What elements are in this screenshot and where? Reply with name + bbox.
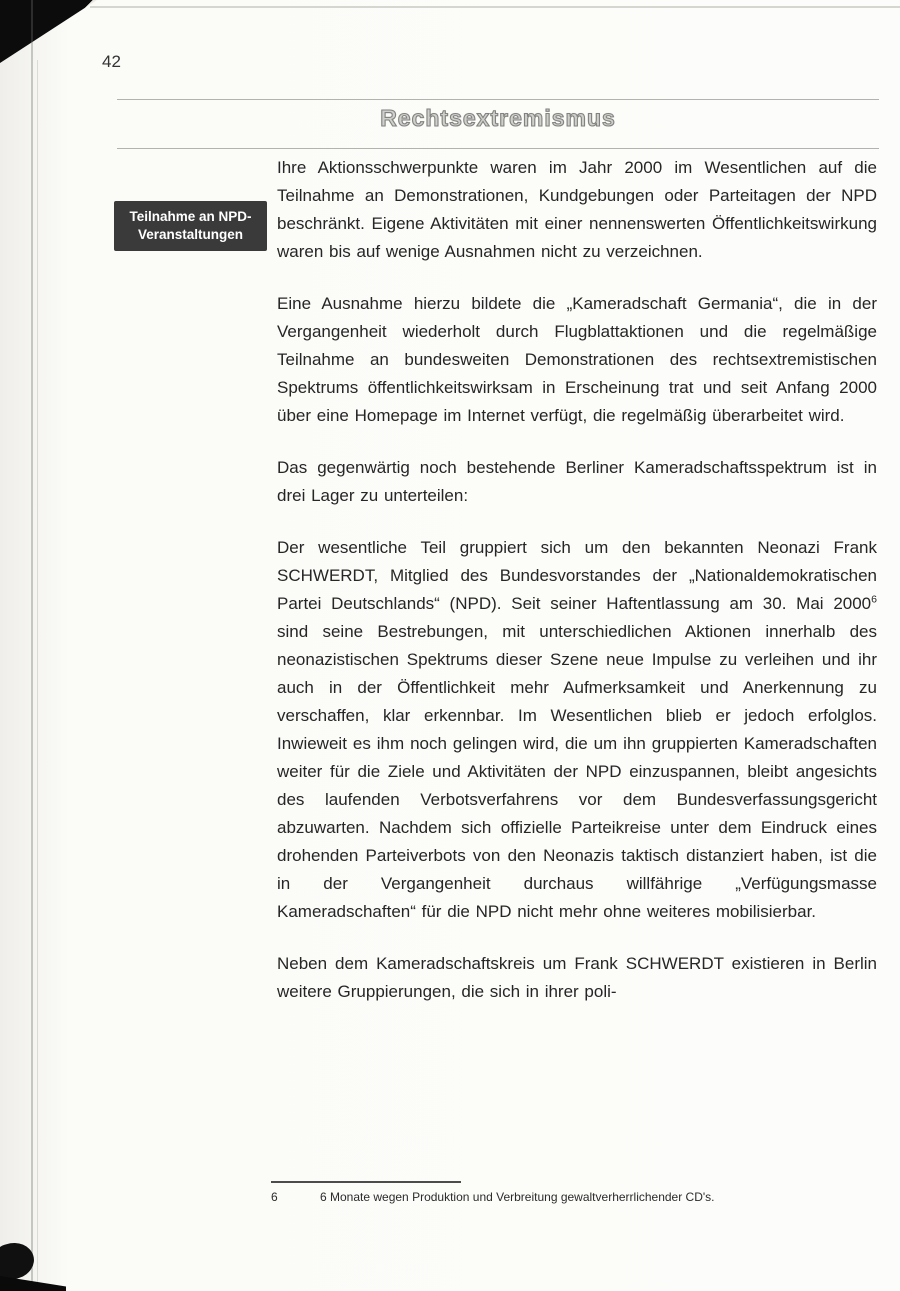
paragraph-weitere-gruppierungen: Neben dem Kameradschaftskreis um Frank SCHWERDT existieren in Berlin weitere Gruppierungen, die sich in ihrer poli- xyxy=(277,954,877,1001)
paragraph-frank-schwerdt xyxy=(277,534,877,926)
page-number: 42 xyxy=(102,52,121,71)
paragraph-kameradschaftsspektrum: Das gegenwärtig noch bestehende Berliner Kameradschaftsspektrum ist in drei Lager zu unterteilen: xyxy=(277,458,877,505)
margin-label-line2: Veranstaltungen xyxy=(137,227,244,242)
scan-artifact-left-line-2 xyxy=(37,60,38,1291)
footnote-rule xyxy=(271,1181,461,1183)
paragraph-aktionsschwerpunkte: Ihre Aktionsschwerpunkte waren im Jahr 2000 im Wesentlichen auf die Teilnahme an Demonstrationen, Kundgebungen oder Parteitagen der NPD beschränkt. Eigene Aktivitäten mit einer nennenswerten Öffentlichkeitswirkung waren bis auf wenige Ausnahmen nicht zu verzeichnen. xyxy=(277,158,877,261)
footnote xyxy=(271,1190,851,1205)
scan-artifact-top-edge xyxy=(90,6,900,8)
body-text-column xyxy=(277,154,877,1006)
header-rule-top xyxy=(117,99,879,100)
margin-label-npd-veranstaltungen xyxy=(114,201,267,251)
paragraph-text-part1: Der wesentliche Teil gruppiert sich um den bekannten Neonazi Frank SCHWERDT, Mitglied des Bundesvorstandes der „Nationaldemokratischen Partei Deutschlands“ (NPD). Seit seiner Haftentlassung am 30. Mai 2000 xyxy=(277,538,877,613)
paragraph-text-part2: sind seine Bestrebungen, mit unterschiedlichen Aktionen innerhalb des neonazistischen Spektrums dieser Szene neue Impulse zu verleihen und ihr auch in der Öffentlichkeit mehr Aufmerksamkeit und Anerkennung zu verschaffen, klar erkennbar. Im Wesentlichen blieb er jedoch erfolglos. Inwieweit es ihm noch gelingen wird, die um ihn gruppierten Kameradschaften weiter für die Ziele und Aktivitäten der NPD einzuspannen, bleibt angesichts des laufenden Verbotsverfahrens vor dem Bundesverfassungsgericht abzuwarten. Nachdem sich offizielle Parteikreise unter dem Eindruck eines drohenden Parteiverbots von den Neonazis taktisch distanziert haben, ist die in der Vergangenheit durchaus willfährige „Verfügungsmasse Kameradschaften“ für die NPD nicht mehr ohne weiteres mobilisierbar. xyxy=(277,622,877,921)
footnote-reference: 6 xyxy=(871,593,877,606)
scan-artifact-left-line xyxy=(31,0,33,1291)
footnote-marker: 6 xyxy=(271,1190,278,1204)
margin-label-line1: Teilnahme an NPD- xyxy=(129,209,252,224)
paragraph-kameradschaft-germania: Eine Ausnahme hierzu bildete die „Kameradschaft Germania“, die in der Vergangenheit wiederholt durch Flugblattaktionen und die regelmäßige Teilnahme an bundesweiten Demonstrationen des rechtsextremistischen Spektrums öffentlichkeitswirksam in Erscheinung trat und seit Anfang 2000 über eine Homepage im Internet verfügt, die regelmäßig überarbeitet wird. xyxy=(277,294,877,425)
header-rule-bottom xyxy=(117,148,879,149)
footnote-text: 6 Monate wegen Produktion und Verbreitung gewaltverherrlichender CD's. xyxy=(320,1190,715,1204)
scan-artifact-corner xyxy=(0,0,97,63)
section-header: Rechtsextremismus xyxy=(380,105,616,131)
scan-artifact-bottom-bar xyxy=(0,1276,66,1291)
